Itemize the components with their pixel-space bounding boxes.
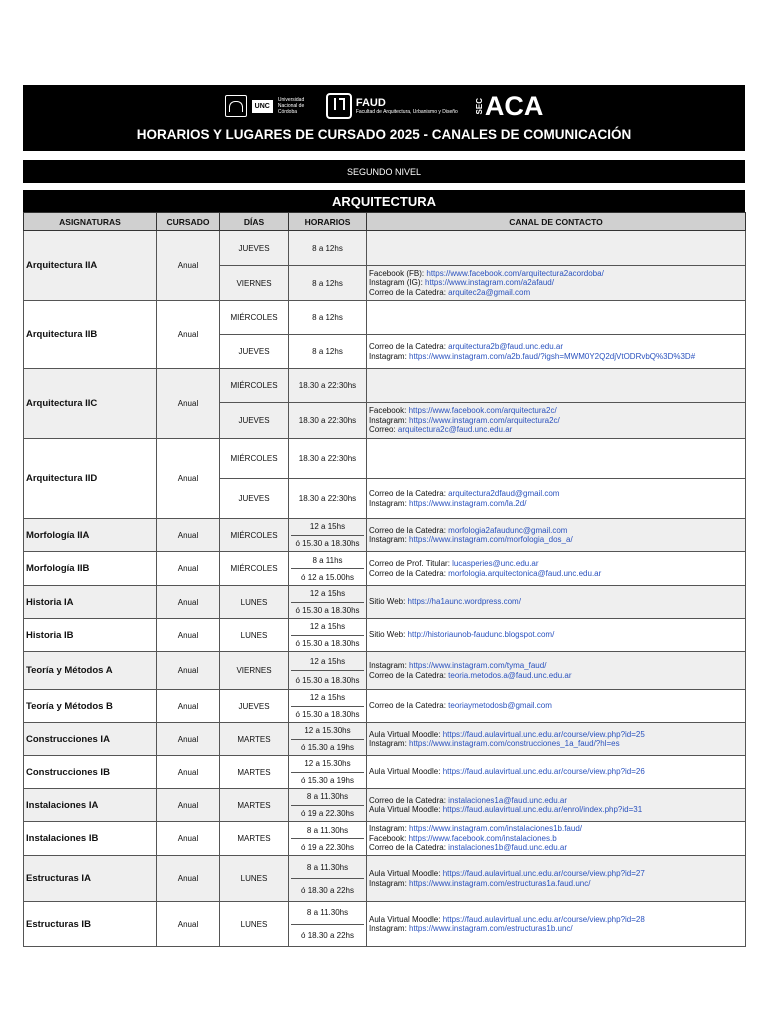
contact-link[interactable]: lucasperies@unc.edu.ar [452, 559, 539, 568]
time-option: ó 15.30 a 19hs [301, 742, 354, 752]
time-option: ó 19 a 22.30hs [301, 808, 354, 818]
contact-label: Correo: [369, 425, 396, 435]
table-row [24, 902, 746, 947]
contact-label: Correo de la Catedra: [369, 701, 446, 711]
contact-line [369, 834, 743, 844]
day-cell: MIÉRCOLES [220, 301, 289, 335]
contact-cell [367, 439, 746, 479]
time-cell: 8 a 12hs [289, 266, 367, 301]
time-option: ó 12 a 15.00hs [301, 572, 354, 582]
time-option: ó 19 a 22.30hs [301, 842, 354, 852]
time-cell: 8 a 12hs [289, 301, 367, 335]
time-cell: 8 a 12hs [289, 231, 367, 266]
contact-line [369, 824, 743, 834]
time-cell [289, 756, 367, 789]
day-cell: MARTES [220, 789, 289, 822]
contact-link[interactable]: https://www.instagram.com/estructuras1b.unc/ [409, 924, 573, 933]
contact-label: Correo de Prof. Titular: [369, 559, 450, 568]
mode-cell: Anual [157, 301, 220, 369]
contact-line [369, 730, 743, 740]
time-cell [289, 723, 367, 756]
contact-line [369, 278, 743, 288]
time-option: 8 a 11.30hs [291, 789, 364, 806]
time-option: ó 15.30 a 19hs [301, 775, 354, 785]
time-cell [289, 619, 367, 652]
day-cell: JUEVES [220, 690, 289, 723]
time-option: 12 a 15.30hs [291, 723, 364, 740]
time-options [291, 652, 364, 689]
subject-cell: Arquitectura IIB [24, 301, 157, 369]
time-option: 12 a 15hs [291, 652, 364, 671]
time-options [291, 519, 364, 551]
day-cell: MIÉRCOLES [220, 439, 289, 479]
time-option: ó 15.30 a 18.30hs [295, 538, 360, 548]
contact-link[interactable]: https://www.facebook.com/instalaciones.b [408, 833, 557, 843]
mode-cell: Anual [157, 652, 220, 690]
time-option: 8 a 11hs [291, 552, 364, 569]
day-cell: LUNES [220, 856, 289, 902]
mode-cell: Anual [157, 439, 220, 519]
contact-line [369, 526, 743, 536]
contact-label: Facebook (FB): [369, 268, 425, 278]
contact-label: Correo de la Catedra: [369, 670, 446, 680]
time-options [291, 902, 364, 946]
contact-label: Instagram: [369, 924, 407, 933]
subject-cell: Arquitectura IID [24, 439, 157, 519]
contact-link[interactable]: https://faud.aulavirtual.unc.edu.ar/course/view.php?id=25 [442, 729, 645, 739]
time-option: ó 18.30 a 22hs [301, 930, 354, 940]
mode-cell: Anual [157, 552, 220, 586]
time-cell: 18.30 a 22:30hs [289, 403, 367, 439]
table-header-row [24, 213, 746, 231]
contact-label: Correo de la Catedra: [369, 489, 446, 498]
column-header-mode: CURSADO [157, 213, 220, 231]
time-options [291, 690, 364, 722]
day-cell: JUEVES [220, 403, 289, 439]
contact-link[interactable]: https://www.instagram.com/morfologia_dos_a/ [409, 535, 573, 544]
contact-link[interactable]: arquitectura2b@faud.unc.edu.ar [448, 342, 564, 351]
contact-label: Facebook: [369, 833, 407, 843]
table-row [24, 619, 746, 652]
page-title: HORARIOS Y LUGARES DE CURSADO 2025 - CANALES DE COMUNICACIÓN [136, 127, 632, 142]
unc-name: Universidad Nacional de Córdoba [277, 97, 305, 115]
contact-link[interactable]: https://faud.aulavirtual.unc.edu.ar/course/view.php?id=27 [442, 869, 645, 878]
contact-link[interactable]: teoriaymetodosb@gmail.com [448, 701, 552, 711]
section-title: ARQUITECTURA [23, 190, 745, 212]
time-options [291, 586, 364, 618]
time-cell: 18.30 a 22:30hs [289, 479, 367, 519]
mode-cell: Anual [157, 231, 220, 301]
time-cell [289, 519, 367, 552]
contact-cell [367, 586, 746, 619]
time-option: 12 a 15hs [291, 619, 364, 636]
time-cell [289, 822, 367, 856]
contact-line [369, 352, 743, 362]
contact-link[interactable]: https://faud.aulavirtual.unc.edu.ar/course/view.php?id=26 [442, 767, 645, 777]
contact-link[interactable]: instalaciones1b@faud.unc.edu.ar [448, 843, 568, 853]
table-row [24, 519, 746, 552]
contact-cell [367, 266, 746, 301]
time-cell [289, 856, 367, 902]
day-cell: VIERNES [220, 266, 289, 301]
contact-label: Correo de la Catedra: [369, 568, 446, 578]
time-option: 8 a 11.30hs [291, 822, 364, 839]
subject-cell: Arquitectura IIA [24, 231, 157, 301]
contact-label: Instagram: [369, 415, 407, 425]
table-row [24, 690, 746, 723]
contact-label: Sitio Web: [369, 597, 406, 607]
time-cell [289, 652, 367, 690]
table-row [24, 369, 746, 403]
contact-line [369, 843, 743, 853]
day-cell: MIÉRCOLES [220, 369, 289, 403]
contact-label: Aula Virtual Moodle: [369, 805, 441, 814]
contact-line [369, 805, 743, 815]
unc-seal-icon [225, 95, 247, 117]
contact-cell [367, 479, 746, 519]
contact-label: Instagram: [369, 535, 407, 544]
day-cell: JUEVES [220, 231, 289, 266]
mode-cell: Anual [157, 369, 220, 439]
contact-line [369, 416, 743, 426]
time-option: ó 15.30 a 18.30hs [295, 709, 360, 719]
mode-cell: Anual [157, 519, 220, 552]
contact-label: Facebook: [369, 406, 407, 416]
contact-line [369, 924, 743, 934]
mode-cell: Anual [157, 822, 220, 856]
day-cell: JUEVES [220, 335, 289, 369]
contact-link[interactable]: https://www.instagram.com/la.2d/ [409, 498, 527, 508]
contact-link[interactable]: teoria.metodos.a@faud.unc.edu.ar [448, 670, 572, 680]
contact-link[interactable]: arquitec2a@gmail.com [448, 287, 531, 297]
contact-label: Instagram: [369, 878, 407, 888]
mode-cell: Anual [157, 723, 220, 756]
level-bar: SEGUNDO NIVEL [23, 160, 745, 183]
schedule-table [23, 212, 746, 947]
contact-label: Aula Virtual Moodle: [369, 914, 441, 924]
time-option: 12 a 15hs [291, 519, 364, 536]
subject-cell: Estructuras IA [24, 856, 157, 902]
contact-line [369, 869, 743, 879]
table-row [24, 231, 746, 266]
time-options [291, 822, 364, 855]
contact-cell [367, 619, 746, 652]
contact-cell [367, 690, 746, 723]
contact-line [369, 559, 743, 569]
subject-cell: Teoría y Métodos A [24, 652, 157, 690]
contact-line [369, 406, 743, 416]
column-header-times: HORARIOS [289, 213, 367, 231]
day-cell: LUNES [220, 902, 289, 947]
contact-link[interactable]: https://www.facebook.com/arquitectura2c/ [408, 406, 557, 416]
contact-label: Correo de la Catedra: [369, 342, 446, 351]
table-row [24, 756, 746, 789]
contact-line [369, 535, 743, 545]
contact-link[interactable]: arquitectura2dfaud@gmail.com [448, 489, 560, 498]
time-cell [289, 586, 367, 619]
subject-cell: Historia IA [24, 586, 157, 619]
time-options [291, 856, 364, 901]
day-cell: MARTES [220, 756, 289, 789]
table-row [24, 856, 746, 902]
contact-cell [367, 652, 746, 690]
table-row [24, 723, 746, 756]
contact-label: Correo de la Catedra: [369, 525, 446, 535]
day-cell: JUEVES [220, 479, 289, 519]
faud-mark-icon [326, 93, 352, 119]
contact-label: Aula Virtual Moodle: [369, 869, 441, 878]
contact-label: Instagram: [369, 661, 407, 670]
contact-line [369, 597, 743, 607]
time-cell [289, 552, 367, 586]
contact-link[interactable]: https://www.instagram.com/arquitectura2c/ [409, 415, 560, 425]
table-row [24, 301, 746, 335]
time-option: ó 18.30 a 22hs [301, 885, 354, 895]
table-row [24, 439, 746, 479]
mode-cell: Anual [157, 586, 220, 619]
contact-line [369, 915, 743, 925]
time-options [291, 756, 364, 788]
column-header-days: DÍAS [220, 213, 289, 231]
contact-line [369, 739, 743, 749]
mode-cell: Anual [157, 619, 220, 652]
subject-cell: Construcciones IA [24, 723, 157, 756]
contact-line [369, 661, 743, 671]
mode-cell: Anual [157, 902, 220, 947]
contact-link[interactable]: morfologia.arquitectonica@faud.unc.edu.ar [448, 568, 602, 578]
subject-cell: Arquitectura IIC [24, 369, 157, 439]
unc-abbr: UNC [252, 100, 273, 113]
time-options [291, 552, 364, 585]
faud-logo [326, 93, 458, 119]
contact-link[interactable]: https://www.instagram.com/a2afaud/ [425, 278, 554, 288]
subject-cell: Morfología IIA [24, 519, 157, 552]
contact-line [369, 342, 743, 352]
contact-label: Aula Virtual Moodle: [369, 729, 441, 739]
contact-cell [367, 723, 746, 756]
day-cell: LUNES [220, 619, 289, 652]
faud-abbr: FAUD [355, 96, 386, 109]
contact-label: Correo de la Catedra: [369, 795, 446, 805]
contact-cell [367, 335, 746, 369]
time-cell: 18.30 a 22:30hs [289, 439, 367, 479]
time-cell [289, 690, 367, 723]
contact-label: Instagram: [369, 498, 407, 508]
contact-cell [367, 856, 746, 902]
contact-link[interactable]: morfologia2afaudunc@gmail.com [448, 525, 568, 535]
day-cell: VIERNES [220, 652, 289, 690]
contact-cell [367, 403, 746, 439]
time-option: ó 15.30 a 18.30hs [295, 605, 360, 615]
table-row [24, 822, 746, 856]
contact-line [369, 879, 743, 889]
page-header [23, 85, 745, 151]
contact-line [369, 489, 743, 499]
contact-line [369, 767, 743, 777]
aca-name: ACA [484, 90, 544, 121]
contact-line [369, 269, 743, 279]
contact-label: Sitio Web: [369, 630, 406, 640]
contact-link[interactable]: arquitectura2c@faud.unc.edu.ar [397, 425, 513, 435]
contact-label: Correo de la Catedra: [369, 287, 446, 297]
contact-cell [367, 756, 746, 789]
contact-line [369, 425, 743, 435]
contact-link[interactable]: https://faud.aulavirtual.unc.edu.ar/enrol/index.php?id=31 [442, 805, 643, 814]
time-option: ó 15.30 a 18.30hs [295, 675, 360, 685]
table-body [24, 231, 746, 947]
contact-line [369, 796, 743, 806]
column-header-subject: ASIGNATURAS [24, 213, 157, 231]
contact-line [369, 288, 743, 298]
faud-name: Facultad de Arquitectura, Urbanismo y Diseño [355, 108, 458, 115]
contact-link[interactable]: https://www.instagram.com/instalaciones1b.faud/ [409, 824, 583, 834]
mode-cell: Anual [157, 856, 220, 902]
contact-cell [367, 231, 746, 266]
subject-cell: Construcciones IB [24, 756, 157, 789]
time-cell [289, 789, 367, 822]
time-options [291, 723, 364, 755]
contact-cell [367, 301, 746, 335]
contact-link[interactable]: instalaciones1a@faud.unc.edu.ar [448, 795, 568, 805]
day-cell: MIÉRCOLES [220, 519, 289, 552]
contact-cell [367, 552, 746, 586]
unc-logo [225, 95, 308, 117]
time-option: 8 a 11.30hs [291, 856, 364, 879]
contact-line [369, 701, 743, 711]
contact-label: Correo de la Catedra: [369, 843, 446, 853]
time-option: 8 a 11.30hs [291, 902, 364, 925]
time-option: 12 a 15.30hs [291, 756, 364, 773]
contact-line [369, 569, 743, 579]
subject-cell: Morfología IIB [24, 552, 157, 586]
contact-link[interactable]: https://ha1aunc.wordpress.com/ [407, 597, 521, 607]
time-option: ó 15.30 a 18.30hs [295, 638, 360, 648]
contact-cell [367, 519, 746, 552]
contact-link[interactable]: http://historiaunob-faudunc.blogspot.com/ [407, 630, 555, 640]
subject-cell: Teoría y Métodos B [24, 690, 157, 723]
contact-cell [367, 822, 746, 856]
contact-label: Instagram: [369, 824, 407, 834]
table-row [24, 652, 746, 690]
table-row [24, 586, 746, 619]
contact-label: Instagram (IG): [369, 278, 423, 288]
contact-link[interactable]: https://www.instagram.com/estructuras1a.faud.unc/ [409, 878, 591, 888]
contact-line [369, 630, 743, 640]
contact-link[interactable]: https://faud.aulavirtual.unc.edu.ar/course/view.php?id=28 [442, 914, 645, 924]
logo-strip [23, 91, 745, 121]
aca-prefix: SEC [474, 97, 484, 115]
day-cell: MARTES [220, 822, 289, 856]
contact-label: Aula Virtual Moodle: [369, 767, 441, 777]
time-cell [289, 902, 367, 947]
subject-cell: Instalaciones IB [24, 822, 157, 856]
time-options [291, 619, 364, 651]
contact-cell [367, 369, 746, 403]
contact-link[interactable]: https://www.instagram.com/construcciones_1a_faud/?hl=es [409, 739, 620, 748]
day-cell: MIÉRCOLES [220, 552, 289, 586]
contact-line [369, 671, 743, 681]
contact-label: Instagram: [369, 351, 407, 361]
mode-cell: Anual [157, 756, 220, 789]
time-option: 12 a 15hs [291, 586, 364, 603]
time-options [291, 789, 364, 821]
contact-link[interactable]: https://www.instagram.com/tyma_faud/ [409, 661, 547, 670]
contact-cell [367, 789, 746, 822]
table-row [24, 789, 746, 822]
aca-logo [474, 90, 544, 121]
day-cell: MARTES [220, 723, 289, 756]
day-cell: LUNES [220, 586, 289, 619]
time-cell: 8 a 12hs [289, 335, 367, 369]
column-header-contact: CANAL DE CONTACTO [367, 213, 746, 231]
contact-line [369, 499, 743, 509]
subject-cell: Estructuras IB [24, 902, 157, 947]
contact-link[interactable]: https://www.instagram.com/a2b.faud/?igsh=MWM0Y2Q2djVtODRvbQ%3D%3D# [409, 351, 696, 361]
mode-cell: Anual [157, 789, 220, 822]
subject-cell: Historia IB [24, 619, 157, 652]
time-option: 12 a 15hs [291, 690, 364, 707]
subject-cell: Instalaciones IA [24, 789, 157, 822]
contact-link[interactable]: https://www.facebook.com/arquitectura2acordoba/ [426, 268, 604, 278]
time-cell: 18.30 a 22:30hs [289, 369, 367, 403]
contact-label: Instagram: [369, 739, 407, 748]
table-row [24, 552, 746, 586]
mode-cell: Anual [157, 690, 220, 723]
contact-cell [367, 902, 746, 947]
